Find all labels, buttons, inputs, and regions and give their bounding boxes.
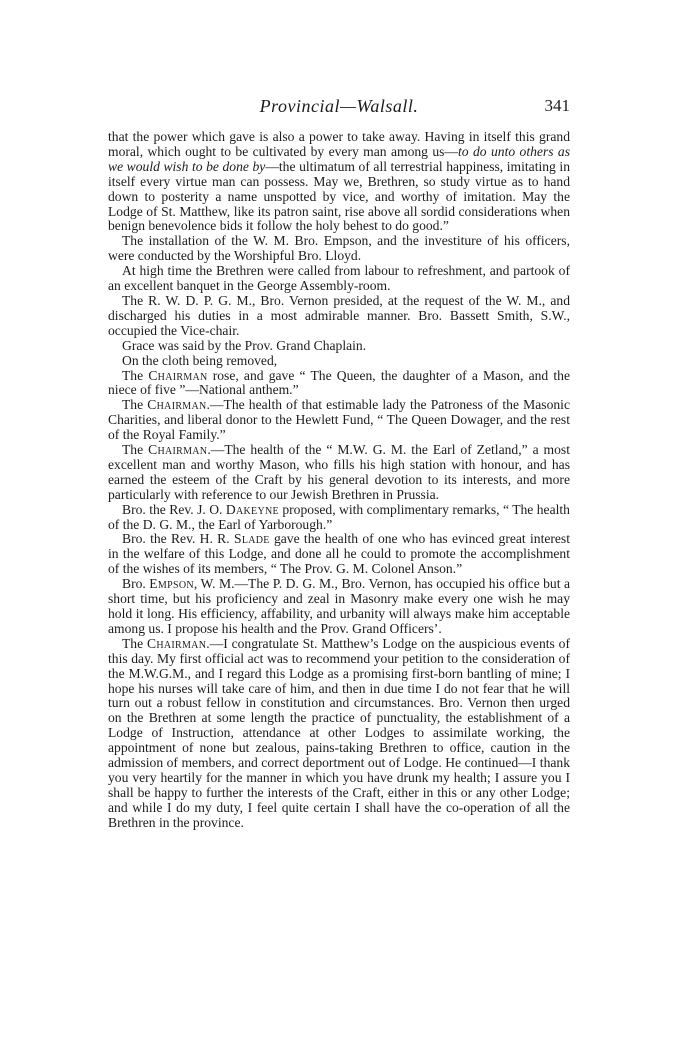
speaker-name: Chairman xyxy=(148,367,208,383)
text-segment: , W. M.—The P. D. G. M., Bro. Vernon, has occupied his office but a short time, but his proficiency and zeal in Masonry make every one wish he may hold it long. His efficiency, affability, and urbanity will always make him acceptable among us. I propose his health and the Prov. Grand Officers’. xyxy=(108,576,571,636)
paragraph xyxy=(108,264,570,294)
text-segment: At high time the Brethren were called from labour to refreshment, and partook of an excellent banquet in the George Assembly-room. xyxy=(108,263,570,294)
text-segment: The installation of the W. M. Bro. Empson, and the investiture of his officers, were conducted by the Worshipful Bro. Lloyd. xyxy=(108,233,570,264)
speaker-name: Chairman xyxy=(147,397,207,413)
text-segment: The xyxy=(122,635,147,651)
paragraph xyxy=(108,637,570,831)
paragraph xyxy=(108,577,570,637)
paragraph xyxy=(108,398,570,443)
text-segment: proposed, with complimentary remarks, “ The health of the D. G. M., the Earl of Yarborough.” xyxy=(108,501,570,532)
text-segment: The xyxy=(122,367,149,383)
paragraph xyxy=(108,294,570,339)
text-segment: —the ultimatum of all terrestrial happiness, imitating in itself every virtue man can possess. May we, Brethren, so study virtue as to hand down to posterity a name unspotted by vice, and worthy of imitation. May the Lodge of St. Matthew, like its patron saint, rise above all sordid considerations when benign benevolence bids it follow the holy behest to do good.” xyxy=(108,158,570,234)
speaker-name: Dakeyne xyxy=(225,501,279,517)
text-segment: Bro. the Rev. J. O. xyxy=(122,501,226,517)
text-segment: The R. W. D. P. G. M., Bro. Vernon presided, at the request of the W. M., and discharged his duties in a most admirable manner. Bro. Bassett Smith, S.W., occupied the Vice-chair. xyxy=(108,292,570,338)
text-segment: The xyxy=(122,442,149,458)
text-segment: gave the health of one who has evinced great interest in the welfare of this Lodge, and done all he could to promote the accomplishment of the wishes of its members, “ The Prov. G. M. Colonel Anson.” xyxy=(108,531,571,577)
paragraph xyxy=(108,443,570,503)
paragraph xyxy=(108,234,570,264)
text-segment: rose, and gave “ The Queen, the daughter of a Mason, and the niece of five ”—National anthem.” xyxy=(108,367,570,398)
speaker-name: Chairman xyxy=(148,442,208,458)
paragraph xyxy=(108,339,570,354)
text-segment: Grace was said by the Prov. Grand Chaplain. xyxy=(122,337,367,353)
italic-text: to do unto others as we would wish to be done by xyxy=(108,143,570,174)
text-segment: .—The health of the “ M.W. G. M. the Earl of Zetland,” a most excellent man and worthy Mason, who fills his high station with honour, and has earned the esteem of the Craft by his general devotion to its interests, and more particularly with reference to our Jewish Brethren in Prussia. xyxy=(108,442,570,502)
paragraph xyxy=(108,354,570,369)
text-segment: that the power which gave is also a power to take away. Having in itself this grand moral, which ought to be cultivated by every man among us— xyxy=(108,129,570,159)
paragraph xyxy=(108,532,570,577)
text-segment: The xyxy=(122,397,148,413)
page-number: 341 xyxy=(544,96,570,115)
speaker-name: Chairman xyxy=(146,635,207,651)
book-page xyxy=(108,96,570,831)
running-title: Provincial—Walsall. xyxy=(259,96,419,116)
text-segment: .—The health of that estimable lady the Patroness of the Masonic Charities, and liberal donor to the Hewlett Fund, “ The Queen Dowager, and the rest of the Royal Family.” xyxy=(108,397,570,443)
text-segment: .—I congratulate St. Matthew’s Lodge on the auspicious events of this day. My first official act was to recommend your petition to the consideration of the M.W.G.M., and I regard this Lodge as a promising first-born bantling of mine; I hope his nurses will take care of him, and then in due time I do not fear that he will turn out a robust fellow in constitution and circumstances. Bro. Vernon then urged on the Brethren at some length the practice of punctuality, the establishment of a Lodge of Instruction, attendance at other Lodges to assimilate working, the appointment of none but zealous, pains-taking Brethren to office, caution in the admission of members, and correct deportment out of Lodge. He continued—I thank you very heartily for the manner in which you have drunk my health; I assure you I shall be happy to further the interests of the Craft, either in this or any other Lodge; and while I do my duty, I feel quite certain I shall have the co-operation of all the Brethren in the province. xyxy=(108,635,570,830)
speaker-name: Slade xyxy=(233,531,270,547)
body-text xyxy=(108,130,570,831)
text-segment: Bro. xyxy=(122,576,150,592)
speaker-name: Empson xyxy=(149,576,194,592)
paragraph xyxy=(108,503,570,533)
text-segment: On the cloth being removed, xyxy=(122,352,278,368)
paragraph xyxy=(108,369,570,399)
running-head xyxy=(108,96,570,122)
text-segment: Bro. the Rev. H. R. xyxy=(122,531,234,547)
paragraph xyxy=(108,130,570,234)
